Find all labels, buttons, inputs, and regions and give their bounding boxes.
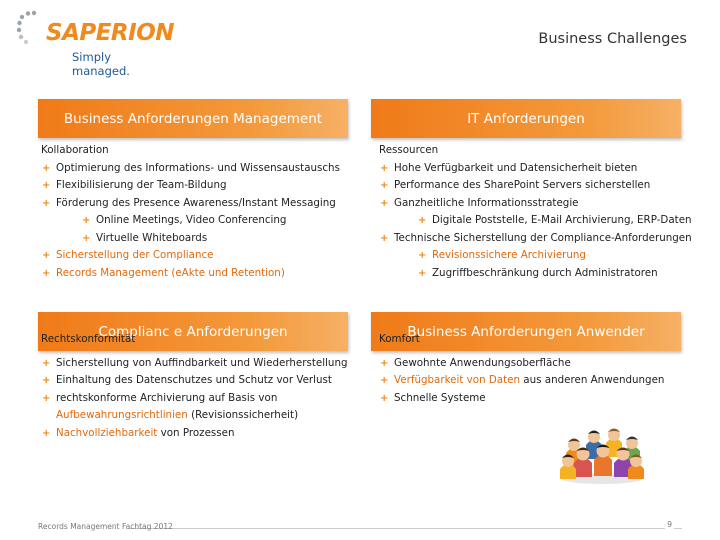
list-item: + Förderung des Presence Awareness/Instant Messaging: [41, 195, 366, 213]
list-item: + Technische Sicherstellung der Compliance-Anforderungen: [379, 230, 714, 248]
item-text: von Prozessen: [160, 426, 235, 439]
footer-divider: [128, 528, 682, 529]
list-item: [41, 425, 366, 443]
list-item: + Hohe Verfügbarkeit und Datensicherheit bieten: [379, 160, 714, 178]
list-item: + Sicherstellung von Auffindbarkeit und Wiederherstellung: [41, 355, 366, 373]
panel-header-business-user: Business Anforderungen Anwender: [371, 312, 681, 351]
list-item: + Optimierung des Informations- und Wissensaustauschs: [41, 160, 366, 178]
panel-header-compliance: Complianc e Anforderungen: [38, 312, 348, 351]
list-item: + Ganzheitliche Informationsstrategie: [379, 195, 714, 213]
item-text: rechtskonforme Archivierung auf Basis von: [56, 391, 278, 404]
section-title: Kollaboration: [41, 144, 109, 156]
list-item-highlight: + Records Management (eAkte und Retention): [41, 265, 366, 283]
section-title: Ressourcen: [379, 144, 439, 156]
list-subitem-highlight: + Revisionssichere Archivierung: [417, 247, 714, 265]
footer-text: Records Management Fachtag 2012: [38, 522, 173, 531]
panel-content-business-management: [41, 142, 366, 282]
list-item: + Einhaltung des Datenschutzes und Schutz vor Verlust: [41, 372, 366, 390]
list-item: + Gewohnte Anwendungsoberfläche: [379, 355, 714, 373]
people-group-icon: [556, 405, 648, 485]
list-subitem: + Zugriffbeschränkung durch Administratoren: [417, 265, 714, 283]
list-subitem: + Online Meetings, Video Conferencing: [81, 212, 366, 230]
panel-header-business-management: Business Anforderungen Management: [38, 99, 348, 138]
logo-tagline: Simply managed.: [72, 50, 130, 78]
list-item-highlight: + Sicherstellung der Compliance: [41, 247, 366, 265]
list-item: [41, 390, 366, 425]
item-text-highlight: Nachvollziehbarkeit: [56, 426, 158, 439]
section-title: Komfort: [379, 333, 420, 345]
panel-header-it: IT Anforderungen: [371, 99, 681, 138]
list-subitem: + Digitale Poststelle, E-Mail Archivierung, ERP-Daten: [417, 212, 714, 230]
item-text: aus anderen Anwendungen: [523, 374, 665, 386]
list-item: + Performance des SharePoint Servers sicherstellen: [379, 177, 714, 195]
item-text: (Revisionssicherheit): [191, 409, 299, 421]
item-text-highlight: Verfügbarkeit von Daten: [394, 374, 521, 386]
saperion-logo-mark-icon: [16, 10, 46, 50]
list-subitem: + Virtuelle Whiteboards: [81, 230, 366, 248]
panel-content-business-user: [379, 330, 714, 407]
logo-wordmark: SAPERION: [46, 20, 175, 46]
section-title: Rechtskonformität: [41, 333, 136, 345]
saperion-logo: [16, 10, 175, 78]
panel-content-it: [379, 142, 714, 282]
page-number: 9: [667, 520, 672, 529]
list-item: + Flexibilisierung der Team-Bildung: [41, 177, 366, 195]
list-item: [379, 372, 714, 390]
panel-content-compliance: [41, 330, 366, 442]
item-text-highlight: Aufbewahrungsrichtlinien: [56, 409, 188, 421]
slide-title: Business Challenges: [538, 31, 687, 47]
list-item: + Schnelle Systeme: [379, 390, 714, 408]
